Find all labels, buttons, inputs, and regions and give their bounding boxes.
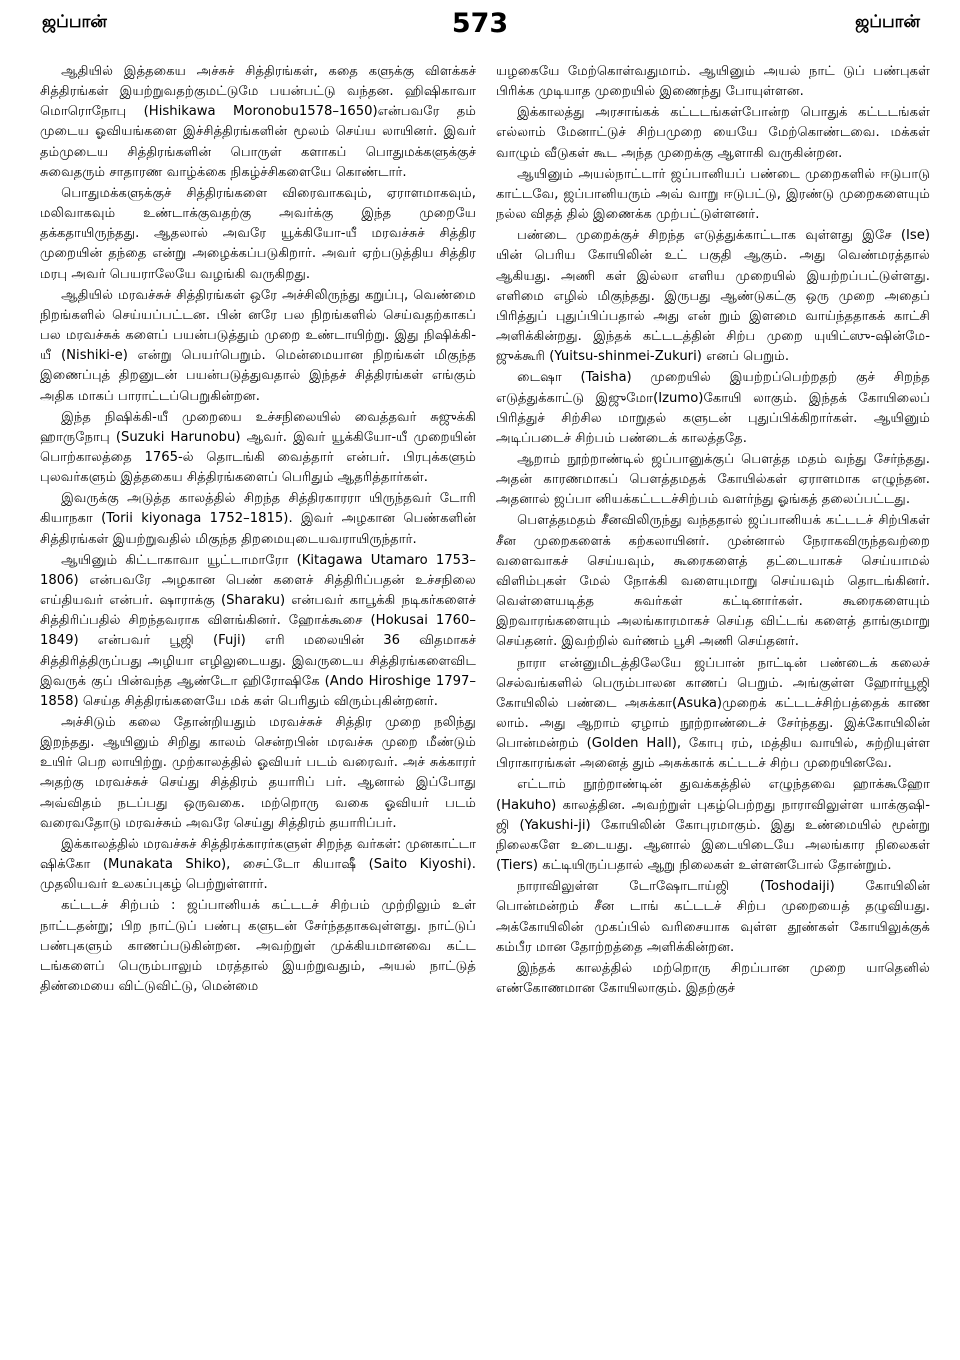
paragraph: ஆறாம் நூற்றாண்டில் ஜப்பானுக்குப் பௌத்த மதம் வந்து சேர்ந்தது. அதன் காரணமாகப் பௌத்தமதக் கோயில்கள் ஏராளமாக எழுந்தன. அதனால் ஜப்பா னியக்கட்டடச்சிற்பம் வளர்ந்து ஓங்கத் தலைப்பட்டது. (496, 451, 930, 508)
paragraph-continued: யழகையே மேற்கொள்வதுமாம். ஆயினும் அயல் நாட் டுப் பண்புகள் பிரிக்க முடியாத முறையில் இணைந்து போயுள்ளன. (496, 64, 930, 100)
paragraph: அச்சிடும் கலை தோன்றியதும் மரவச்சுச் சித்திர முறை நலிந்து இறந்தது. ஆயினும் சிறிது காலம் சென்றபின் மரவச்சு முறை மீண்டும் உயிர் பெற லாயிற்று. முற்காலத்தில் ஓவியர் படம் வரைவர். அச் சுக்காரர் அதற்கு மரவச்சுச் செய்து சித்திரம் தயாரிப் பர். ஆனால் இப்போது அவ்விதம் நடப்பது ஒருவகை. மற்றொரு வகை ஓவியர் படம் வரைவதோடு மரவச்சும் அவரே செய்து சித்திரம் தயாரிப்பர். (40, 715, 476, 831)
paragraph: நாராவிலுள்ள டோஷோடாய்ஜி (Toshodaiji) கோயிலின் பொன்மன்றம் சீன டாங் கட்டடச் சிற்ப முறையைத் தழுவியது. அக்கோயிலின் முகப்பில் வரிசையாக வுள்ள தூண்கள் கோயிலுக்குக் கம்பீர மான தோற்றத்தை அளிக்கின்றன. (496, 879, 930, 955)
paragraph: இக்காலத்து அரசாங்கக் கட்டடங்கள்போன்ற பொதுக் கட்டடங்கள் எல்லாம் மேனாட்டுச் சிற்பமுறை யையே மேற்கொண்டவை. மக்கள் வாழும் வீடுகள் கூட அந்த முறைக்கு ஆளாகி வருகின்றன. (496, 105, 930, 161)
paragraph: இவருக்கு அடுத்த காலத்தில் சிறந்த சித்திரகாரரா யிருந்தவர் டோரி கியாநகா (Torii kiyonaga 1752–1815). இவர் அழகான பெண்களின் சித்திரங்கள் இயற்றுவதில் மிகுந்த திறமையுடையவராயிருந்தார். (40, 491, 476, 547)
running-header-left: ஜப்பான் (42, 12, 107, 32)
page-number: 573 (451, 8, 509, 39)
paragraph: இந்த நிஷிக்கி-யீ முறையை உச்சநிலையில் வைத்தவர் சுஜுக்கி ஹாருநோபு (Suzuki Harunobu) ஆவர். இவர் யூக்கியோ-யீ முறையின் பொற்காலத்தை 1765-ல் தொடங்கி வைத்தார் என்பர். பிரபுக்களும் புலவர்களும் இத்தகைய சித்திரங்களைப் பெரிதும் ஆதரித்தார்கள். (40, 409, 476, 486)
paragraph: பௌத்தமதம் சீனவிலிருந்து வந்ததால் ஜப்பானியக் கட்டடச் சிற்பிகள் சீன முறைகளைக் கற்கலாயினர். முன்னால் நேராகவிருந்தவற்றை வளைவாகச் செய்யவும், கூரைகளைத் தட்டையாகச் செய்யாமல் விளிம்புகள் மேல் நோக்கி வளையுமாறு செய்யவும் தொடங்கினர். வெள்ளையடித்த சுவர்கள் கட்டினார்கள். கூரைகளையும் இறவாரங்களையும் அலங்காரமாகச் செய்த விட்டங் களைத் தாங்குமாறு செய்தனர். இவற்றில் வர்ணம் பூசி அணி செய்தனர். (496, 513, 930, 650)
paragraph: இக்காலத்தில் மரவச்சுச் சித்திரக்காரர்களுள் சிறந்த வர்கள்: முனகாட்டா ஷிக்கோ (Munakata Shiko), சைட்டோ கியாஷீ (Saito Kiyoshi). முதலியவர் உலகப்புகழ் பெற்றுள்ளார். (40, 836, 476, 893)
paragraph: பொதுமக்களுக்குச் சித்திரங்களை விரைவாகவும், ஏராளமாகவும், மலிவாகவும் உண்டாக்குவதற்கு அவர்க்கு இந்த முறையே தக்கதாயிருந்தது. ஆதலால் அவரே யூக்கியோ-யீ மரவச்சுச் சித்திர முறையின் தந்தை என்று அழைக்கப்படுகிறார். அவர் ஏற்படுத்திய சித்திர மரபு அவர் பெயராலேயே வழங்கி வருகிறது. (40, 185, 476, 282)
paragraph: டைஷா (Taisha) முறையில் இயற்றப்பெற்றதற் குச் சிறந்த எடுத்துக்காட்டு இஜுமோ(Izumo)கோயி லாகும். இந்தக் கோயிலைப் பிரித்துச் சிற்சில மாறுதல் களுடன் புதுப்பிக்கிறார்கள். ஆயினும் அடிப்படைச் சிற்பம் பண்டைக் காலத்ததே. (496, 370, 930, 446)
paragraph: எட்டாம் நூற்றாண்டின் துவக்கத்தில் எழுந்தவை ஹாக்கூஹோ (Hakuho) காலத்தின. அவற்றுள் புகழ்பெற்றது நாராவிலுள்ள யாக்குஷி-ஜி (Yakushi-ji) கோயிலின் கோபுரமாகும். இது உண்மையில் மூன்று நிலைகளே உடையது. ஆனால் இடையிடையே அலங்கார நிலைகள் (Tiers) கட்டியிருப்பதால் ஆறு நிலைகள் உள்ளனபோல் தோன்றும். (496, 777, 930, 874)
paragraph: கட்டடச் சிற்பம் : ஜப்பானியக் கட்டடச் சிற்பம் முற்றிலும் உள் நாட்டதன்று; பிற நாட்டுப் பண்பு களுடன் சேர்ந்ததாகவுள்ளது. நாட்டுப் பண்புகளும் காணப்படுகின்றன. அவற்றுள் முக்கியமானவை கட்ட டங்களைப் பெரும்பாலும் மரத்தால் இயற்றுவதும், அயல் நாட்டுத் திண்மையை விட்டுவிட்டு, மென்மை (40, 898, 476, 995)
paragraph: இந்தக் காலத்தில் மற்றொரு சிறப்பான முறை யாதெனில் எண்கோணமான கோயிலாகும். இதற்குச் (496, 960, 930, 997)
column-gutter (487, 64, 488, 1344)
left-column (40, 62, 476, 1352)
paragraph: ஆயினும் அயல்நாட்டார் ஜப்பானியப் பண்டை முறைகளில் ஈடுபாடு காட்டவே, ஜப்பானியரும் அவ் வாறு ஈடுபட்டு, இரண்டு முறைகளையும் நல்ல விதத் தில் இணைக்க முற்பட்டுள்ளனர். (496, 166, 930, 223)
paragraph: ஆயினும் கிட்டாகாவா யூட்டாமாரோ (Kitagawa Utamaro 1753–1806) என்பவரே அழகான பெண் களைச் சித்திரிப்பதன் உச்சநிலை எய்தியவர் என்பர். ஷாராக்கு (Sharaku) என்பவர் காபூக்கி நடிகர்களைச் சித்திரிப்பதில் சிறந்தவராக விளங்கினர். ஹோக்கூசை (Hokusai 1760–1849) என்பவர் பூஜி (Fuji) எரி மலையின் 36 விதமாகச் சித்திரித்திருப்பது அழியா எழிலுடையது. இவருடைய சித்திரங்களைவிட இவருக் குப் பின்வந்த ஆண்டோ ஹிரோஷிகே (Ando Hiroshige 1797–1858) செய்த சித்திரங்களையே மக் கள் பெரிதும் விரும்புகின்றனர். (40, 552, 476, 709)
running-header-right: ஜப்பான் (855, 12, 920, 32)
paragraph: ஆதியில் மரவச்சுச் சித்திரங்கள் ஒரே அச்சிலிருந்து கறுப்பு, வெண்மை நிறங்களில் செய்யப்பட்டன. பின் னரே பல நிறங்களில் செய்வதற்காகப் பல மரவச்சுக் களைப் பயன்படுத்தும் முறை உண்டாயிற்று. இது நிஷிக்கி-யீ (Nishiki-e) என்று பெயர்பெறும். மென்மையான நிறங்கள் மிகுந்த இணைப்புத் திறனுடன் பயன்படுத்துவதால் இந்தச் சித்திரங்கள் எங்கும் அதிக மாகப் பாராட்டப்பெறுகின்றன. (40, 287, 476, 404)
right-column (496, 62, 930, 1352)
paragraph: நாரா என்னுமிடத்திலேயே ஜப்பான் நாட்டின் பண்டைக் கலைச் செல்வங்களில் பெரும்பாலன காணப் பெறும். அங்குள்ள ஹோர்யூஜி கோயிலில் பண்டை அசுக்கா(Asuka)முறைக் கட்டடச்சிற்பத்தைக் காண லாம். அது ஆறாம் ஏழாம் நூற்றாண்டைச் சேர்ந்தது. இக்கோயிலின் பொன்மன்றம் (Golden Hall), கோபு ரம், மத்திய வாயில், சுற்றியுள்ள பிராகாரங்கள் அனைத் தும் அசுக்காக் கட்டடச் சிற்ப முறையினவே. (496, 655, 930, 772)
paragraph: ஆதியில் இத்தகைய அச்சுச் சித்திரங்கள், கதை களுக்கு விளக்கச் சித்திரங்கள் இயற்றுவதற்குமட்டுமே பயன்பட்டு வந்தன. ஹிஷிகாவா மொரொநோபு (Hishikawa Moronobu1578–1650)என்பவரே தம் முடைய ஓவியங்களை இச்சித்திரங்களின் மூலம் செய்ய லாயினர். இவர் தம்முடைய சித்திரங்களின் பொருள் களாகப் பொதுமக்களுக்குச் சுவைதரும் சாதாரண வாழ்க்கை நிகழ்ச்சிகளையே கொண்டார். (40, 64, 476, 180)
paragraph: பண்டை முறைக்குச் சிறந்த எடுத்துக்காட்டாக வுள்ளது இசே (Ise) யின் பெரிய கோயிலின் உட் பகுதி ஆகும். அது வெண்மரத்தால் ஆகியது. அணி கள் இல்லா எளிய முறையில் இயற்றப்பட்டுள்ளது. எளிமை எழில் மிகுந்தது. இருபது ஆண்டுகட்கு ஒரு முறை அதைப் பிரித்துப் புதுப்பிப்பதால் அது என் றும் இளமை வாய்ந்ததாகக் காட்சி அளிக்கின்றது. இந்தக் கட்டடத்தின் சிற்ப முறை யுயிட்ஸு-ஷின்மே- ஜுக்கூரி (Yuitsu-shinmei-Zukuri) எனப் பெறும். (496, 228, 930, 365)
